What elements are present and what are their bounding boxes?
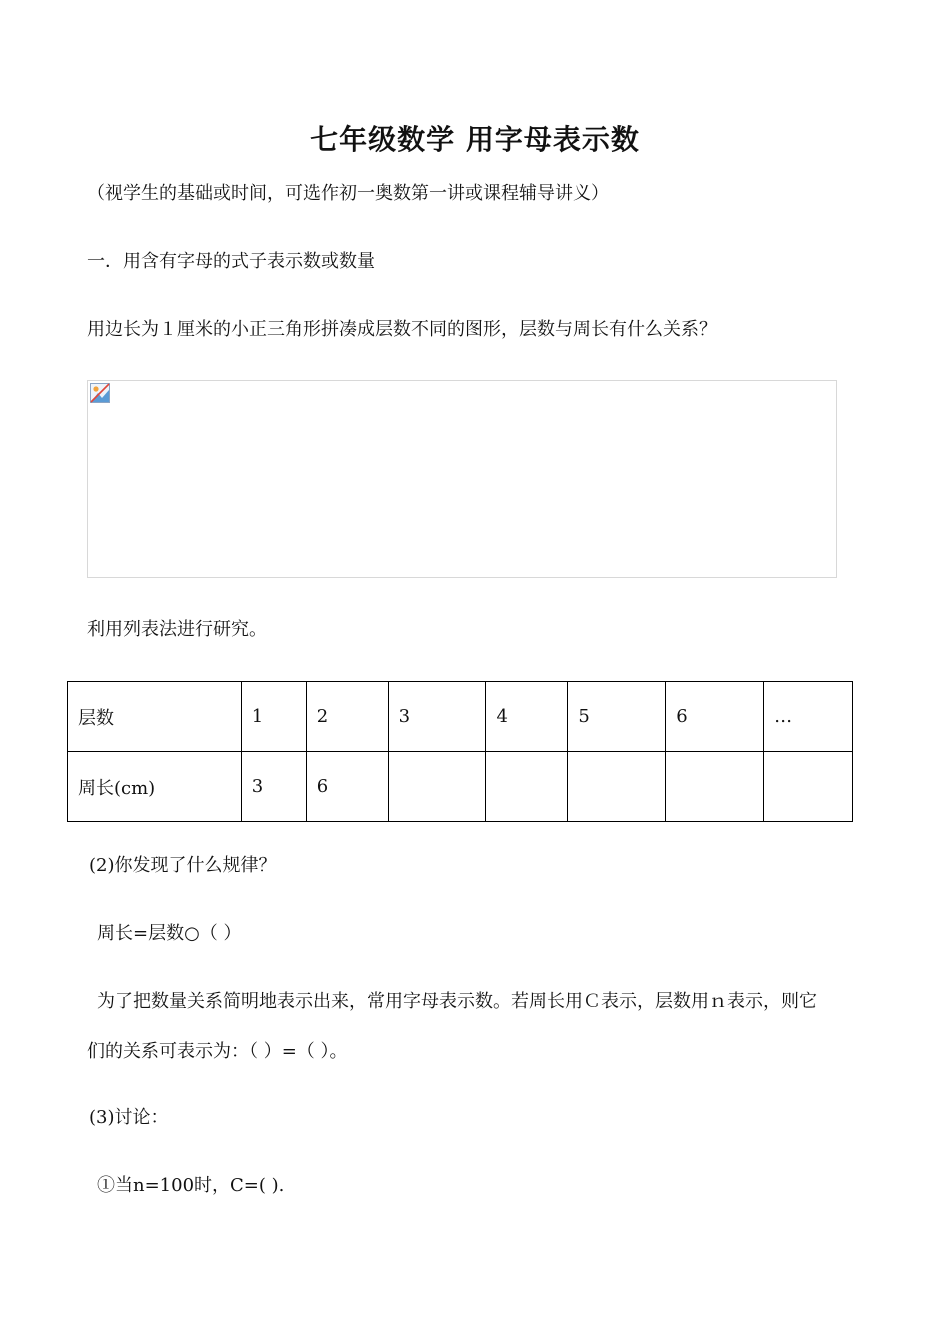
table-cell: 周长(cm) bbox=[68, 752, 242, 822]
question-text: 用边长为１厘米的小正三角形拼凑成层数不同的图形，层数与周长有什么关系？ bbox=[87, 319, 717, 340]
note-text: （视学生的基础或时间，可选作初一奥数第一讲或课程辅导讲义） bbox=[87, 183, 609, 204]
paragraph-line-1: 为了把数量关系简明地表示出来，常用字母表示数。若周长用Ｃ表示，层数用ｎ表示，则它 bbox=[97, 991, 817, 1012]
discussion-item-1: ①当n=100时，C=( ). bbox=[97, 1175, 285, 1196]
method-text: 利用列表法进行研究。 bbox=[87, 619, 267, 640]
table-cell: 3 bbox=[241, 752, 306, 822]
formula-text: 周长=层数○（ ） bbox=[97, 923, 242, 944]
paragraph-line-2: 们的关系可表示为：（ ）=（ ）。 bbox=[87, 1041, 348, 1062]
table-cell: 2 bbox=[306, 682, 388, 752]
table-cell bbox=[764, 752, 853, 822]
table-cell: 3 bbox=[388, 682, 486, 752]
table-cell: 6 bbox=[306, 752, 388, 822]
broken-image-icon bbox=[90, 383, 110, 403]
table-cell: 层数 bbox=[68, 682, 242, 752]
table-cell: 5 bbox=[568, 682, 666, 752]
section-heading: 一．用含有字母的式子表示数或数量 bbox=[87, 251, 375, 272]
table-cell bbox=[486, 752, 568, 822]
figure-placeholder bbox=[87, 380, 837, 578]
table-cell: 4 bbox=[486, 682, 568, 752]
table-cell bbox=[666, 752, 764, 822]
table-cell bbox=[568, 752, 666, 822]
question-3: (3)讨论： bbox=[89, 1107, 169, 1128]
table-row bbox=[68, 682, 853, 752]
table-cell: … bbox=[764, 682, 853, 752]
table-row bbox=[68, 752, 853, 822]
table-cell bbox=[388, 752, 486, 822]
data-table bbox=[67, 681, 853, 822]
question-2: (2)你发现了什么规律？ bbox=[89, 855, 277, 876]
table-cell: 1 bbox=[241, 682, 306, 752]
table-cell: 6 bbox=[666, 682, 764, 752]
page-title: 七年级数学 用字母表示数 bbox=[310, 123, 640, 156]
